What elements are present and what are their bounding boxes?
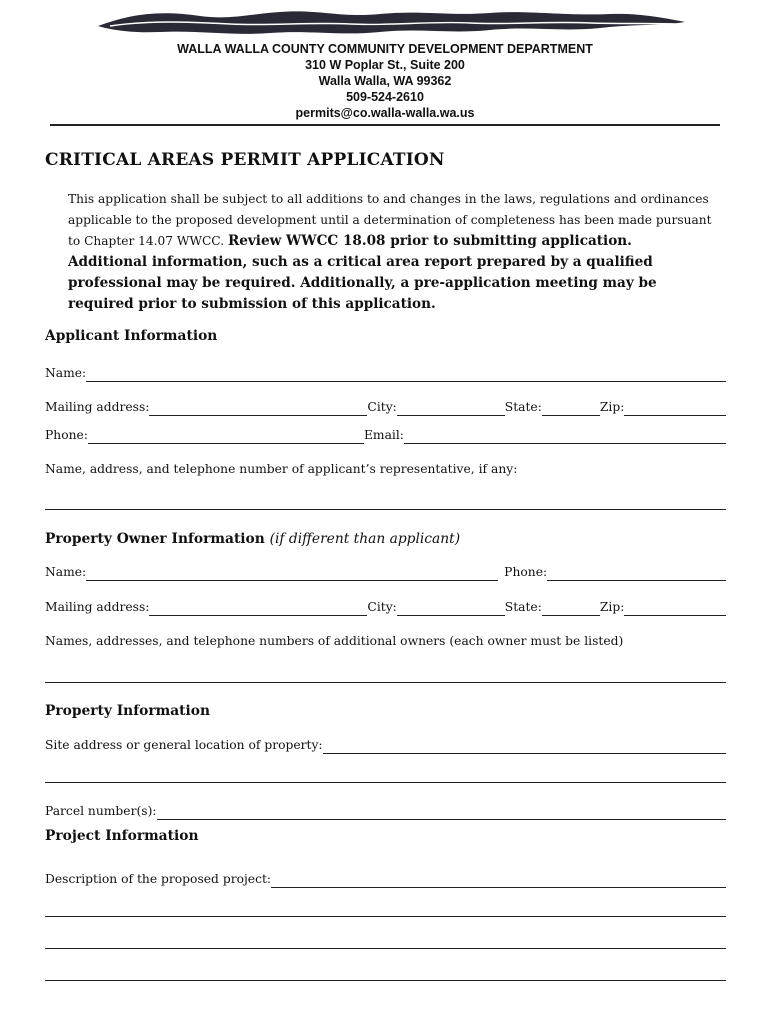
applicant-email-label: Email: <box>363 428 404 442</box>
department-email: permits@co.walla-walla.wa.us <box>295 106 475 120</box>
site-address-field-line2[interactable] <box>45 782 726 783</box>
county-logo-swoosh <box>90 4 690 42</box>
department-address-line1: 310 W Poplar St., Suite 200 <box>305 58 465 72</box>
owner-zip-field[interactable] <box>624 601 726 616</box>
parcel-number-field[interactable] <box>157 805 726 820</box>
applicant-city-label: City: <box>367 400 397 414</box>
owner-phone-field[interactable] <box>547 566 726 581</box>
applicant-name-label: Name: <box>45 366 87 380</box>
department-phone: 509-524-2610 <box>346 90 424 104</box>
owner-zip-label: Zip: <box>599 600 625 614</box>
department-name: WALLA WALLA COUNTY COMMUNITY DEVELOPMENT DEPARTMENT <box>177 42 593 56</box>
owner-state-label: State: <box>504 600 542 614</box>
page-title: CRITICAL AREAS PERMIT APPLICATION <box>45 150 445 170</box>
owner-address-row <box>45 598 726 616</box>
site-address-row <box>45 736 726 754</box>
owner-city-label: City: <box>367 600 397 614</box>
owner-name-label: Name: <box>45 565 87 579</box>
owner-section-heading <box>45 531 460 547</box>
applicant-mailing-label: Mailing address: <box>45 400 150 414</box>
owner-mailing-field[interactable] <box>149 601 367 616</box>
applicant-phone-field[interactable] <box>88 429 364 444</box>
owner-mailing-label: Mailing address: <box>45 600 150 614</box>
header-divider <box>50 124 720 126</box>
intro-paragraph <box>68 189 713 315</box>
project-description-line2[interactable] <box>45 916 726 917</box>
project-description-label: Description of the proposed project: <box>45 872 272 886</box>
owner-heading-note: (if different than applicant) <box>269 531 461 547</box>
applicant-zip-label: Zip: <box>599 400 625 414</box>
applicant-state-field[interactable] <box>542 401 600 416</box>
applicant-mailing-field[interactable] <box>149 401 367 416</box>
owner-state-field[interactable] <box>542 601 600 616</box>
applicant-representative-label: Name, address, and telephone number of applicant’s representative, if any: <box>45 462 518 476</box>
applicant-contact-row <box>45 426 726 444</box>
owner-city-field[interactable] <box>397 601 505 616</box>
applicant-city-field[interactable] <box>397 401 505 416</box>
project-description-line3[interactable] <box>45 948 726 949</box>
applicant-section-heading: Applicant Information <box>45 328 218 344</box>
applicant-phone-label: Phone: <box>45 428 88 442</box>
applicant-name-field[interactable] <box>86 367 726 382</box>
owner-phone-label: Phone: <box>504 565 548 579</box>
owner-name-field[interactable] <box>86 566 498 581</box>
applicant-zip-field[interactable] <box>624 401 726 416</box>
owner-heading-text: Property Owner Information <box>45 531 265 547</box>
applicant-state-label: State: <box>504 400 542 414</box>
project-description-line4[interactable] <box>45 980 726 981</box>
site-address-field[interactable] <box>323 739 726 754</box>
parcel-row <box>45 802 726 820</box>
applicant-representative-field[interactable] <box>45 509 726 510</box>
site-address-label: Site address or general location of property: <box>45 738 323 752</box>
department-address-line2: Walla Walla, WA 99362 <box>318 74 452 88</box>
applicant-name-row <box>45 364 726 382</box>
parcel-number-label: Parcel number(s): <box>45 804 157 818</box>
additional-owners-label: Names, addresses, and telephone numbers of additional owners (each owner must be listed) <box>45 634 624 648</box>
applicant-address-row <box>45 398 726 416</box>
owner-name-row <box>45 563 726 581</box>
project-description-row <box>45 870 726 888</box>
project-section-heading: Project Information <box>45 828 199 844</box>
project-description-field[interactable] <box>271 873 726 888</box>
additional-owners-field[interactable] <box>45 682 726 683</box>
property-section-heading: Property Information <box>45 703 211 719</box>
intro-normal-text: This application shall be subject to all additions to and changes in the laws, regulations and ordinances applicable to the proposed development until a determination of completeness has been made pursuant to Chapter 14.07 WWCC. <box>68 192 712 248</box>
applicant-email-field[interactable] <box>404 429 726 444</box>
intro-bold-text: Review WWCC 18.08 prior to submitting application. Additional information, such as a critical area report prepared by a qualified professional may be required. Additionally, a pre-application meeting may be required prior to submission of this application. <box>68 233 657 312</box>
